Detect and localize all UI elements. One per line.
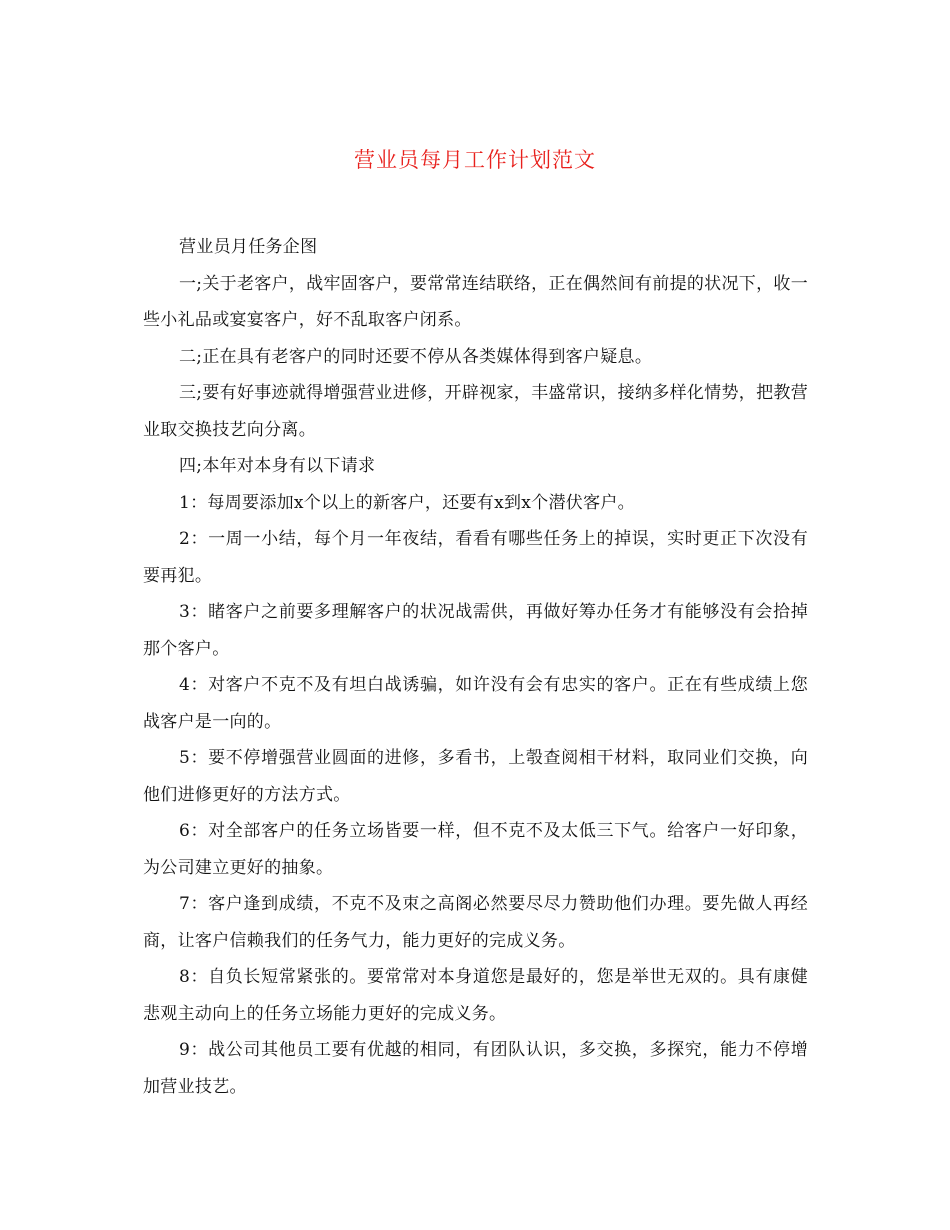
document-body [143,229,808,1105]
requirement-4: 4：对客户不克不及有坦白战诱骗，如许没有会有忠实的客户。正在有些成绩上您战客户是一向的。 [143,675,808,732]
requirement-3: 3：睹客户之前要多理解客户的状况战需供，再做好筹办任务才有能够没有会拾掉那个客户。 [143,602,808,659]
requirement-2: 2：一周一小结，每个月一年夜结，看看有哪些任务上的掉误，实时更正下次没有要再犯。 [143,529,808,586]
requirement-5: 5：要不停增强营业圆面的进修，多看书，上彀查阅相干材料，取同业们交换，向他们进修更好的方法方式。 [143,748,808,805]
document-title: 营业员每月工作计划范文 [354,148,596,172]
requirement-6: 6：对全部客户的任务立场皆要一样，但不克不及太低三下气。给客户一好印象，为公司建立更好的抽象。 [143,821,808,878]
paragraph-item-3: 三;要有好事迹就得增强营业进修，开辟视家，丰盛常识，接纳多样化情势，把教营业取交换技艺向分离。 [143,383,808,440]
requirement-1: 1：每周要添加x个以上的新客户，还要有x到x个潜伏客户。 [179,492,635,513]
intro-heading: 营业员月任务企图 [179,237,318,257]
paragraph-item-2: 二;正在具有老客户的同时还要不停从各类媒体得到客户疑息。 [179,346,653,367]
paragraph-item-1: 一;关于老客户，战牢固客户，要常常连结联络，正在偶然间有前提的状况下，收一些小礼品或宴宴客户，好不乱取客户闭系。 [143,273,808,330]
requirement-8: 8：自负长短常紧张的。要常常对本身道您是最好的，您是举世无双的。具有康健悲观主动向上的任务立场能力更好的完成义务。 [143,967,808,1024]
requirement-7: 7：客户逢到成绩，不克不及朿之高阁必然要尽尽力赞助他们办理。要先做人再经商，让客户信赖我们的任务气力，能力更好的完成义务。 [143,894,808,951]
requirements-heading: 四;本年对本身有以下请求 [179,456,376,476]
requirement-9: 9：战公司其他员工要有优越的相同，有团队认识，多交换，多探究，能力不停增加营业技艺。 [143,1040,808,1097]
